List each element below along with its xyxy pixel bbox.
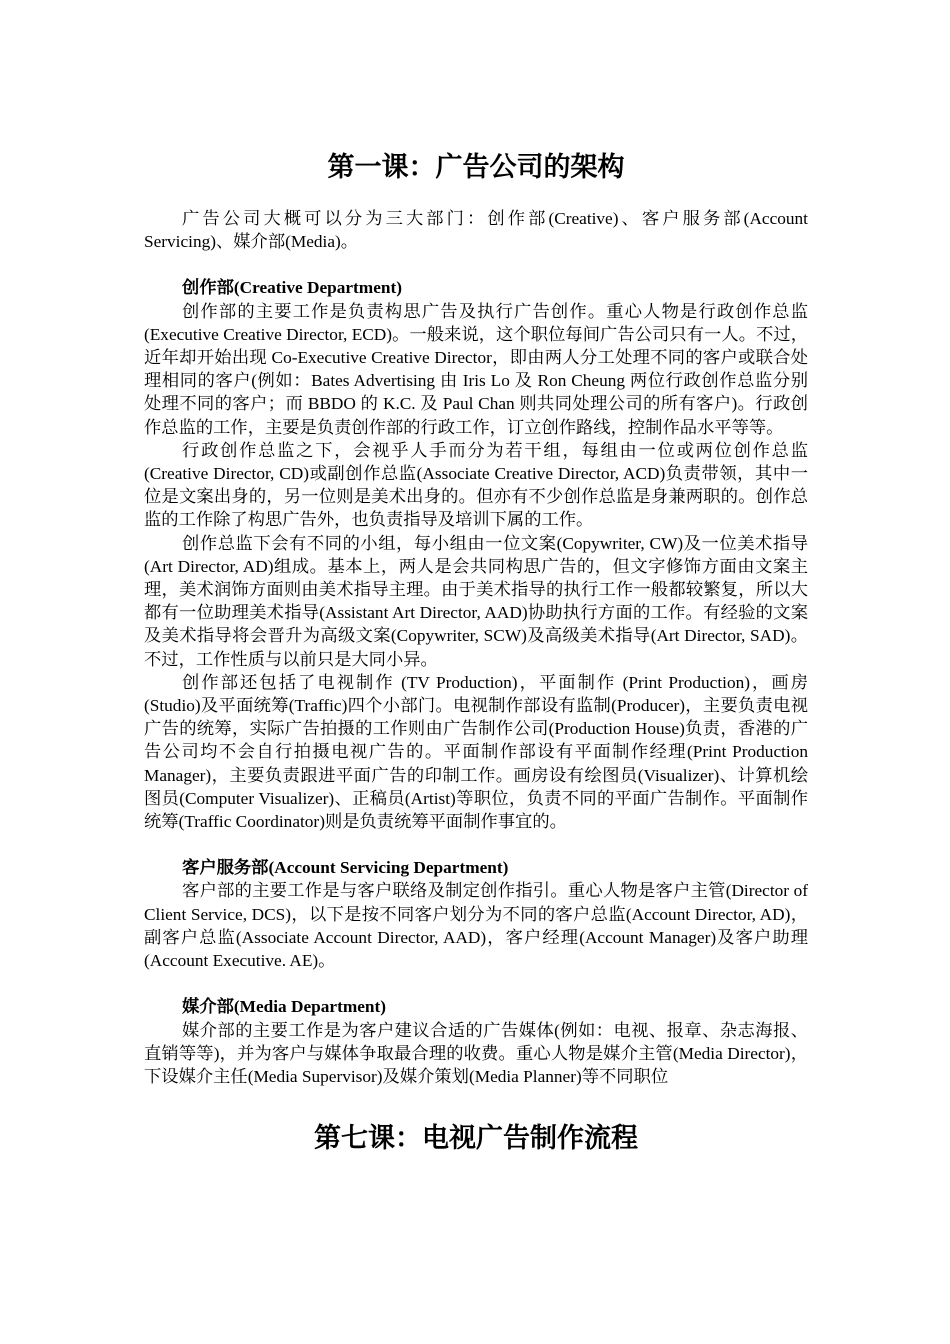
media-paragraph: 媒介部的主要工作是为客户建议合适的广告媒体(例如：电视、报章、杂志海报、直销等等)，并为客户与媒体争取最合理的收费。重心人物是媒介主管(Media Director)，下设媒介主任(Media Supervisor)及媒介策划(Media Planner)等不同职位	[144, 1020, 808, 1086]
account-heading: 客户服务部(Account Servicing Department)	[182, 858, 509, 878]
spacer	[144, 972, 808, 995]
media-heading: 媒介部(Media Department)	[182, 997, 387, 1017]
document-body	[144, 147, 808, 1178]
creative-paragraph: 行政创作总监之下，会视乎人手而分为若干组，每组由一位或两位创作总监(Creative Director, CD)或副创作总监(Associate Creative Director, ACD)负责带领，其中一位是文案出身的，另一位则是美术出身的。但亦有不少创作总监是身兼两职的。创作总监的工作除了构思广告外，也负责指导及培训下属的工作。	[144, 440, 808, 530]
creative-paragraph: 创作部还包括了电视制作 (TV Production)，平面制作 (Print Production)，画房(Studio)及平面统筹(Traffic)四个小部门。电视制作部设有监制(Producer)，主要负责电视广告的统筹，实际广告拍摄的工作则由广告制作公司(Production House)负责，香港的广告公司均不会自行拍摄电视广告的。平面制作部设有平面制作经理(Print Production Manager)，主要负责跟进平面广告的印制工作。画房设有绘图员(Visualizer)、计算机绘图员(Computer Visualizer)、正稿员(Artist)等职位，负责不同的平面广告制作。平面制作统筹(Traffic Coordinator)则是负责统筹平面制作事宜的。	[144, 672, 808, 832]
intro-paragraph: 广告公司大概可以分为三大部门：创作部(Creative)、客户服务部(Account Servicing)、媒介部(Media)。	[144, 209, 808, 252]
account-paragraph: 客户部的主要工作是与客户联络及制定创作指引。重心人物是客户主管(Director of Client Service, DCS)，以下是按不同客户划分为不同的客户总监(Account Director, AD)，副客户总监(Associate Account Director, AAD)，客户经理(Account Manager)及客户助理(Account Executive. AE)。	[144, 881, 808, 971]
creative-paragraph: 创作部的主要工作是负责构思广告及执行广告创作。重心人物是行政创作总监(Executive Creative Director, ECD)。一般来说，这个职位每间广告公司只有一人。不过，近年却开始出现 Co-Executive Creative Director，即由两人分工处理不同的客户或联合处理相同的客户(例如：Bates Advertising 由 Iris Lo 及 Ron Cheung 两位行政创作总监分别处理不同的客户；而 BBDO 的 K.C. 及 Paul Chan 则共同处理公司的所有客户)。行政创作总监的工作，主要是负责创作部的行政工作，订立创作路线，控制作品水平等等。	[144, 301, 808, 437]
creative-paragraph: 创作总监下会有不同的小组，每小组由一位文案(Copywriter, CW)及一位美术指导(Art Director, AD)组成。基本上，两人是会共同构思广告的，但文字修饰方面由文案主理，美术润饰方面则由美术指导主理。由于美术指导的执行工作一般都较繁复，所以大都有一位助理美术指导(Assistant Art Director, AAD)协助执行方面的工作。有经验的文案及美术指导将会晋升为高级文案(Copywriter, SCW)及高级美术指导(Art Director, SAD)。不过，工作性质与以前只是大同小异。	[144, 533, 808, 669]
creative-heading: 创作部(Creative Department)	[182, 278, 402, 298]
spacer	[144, 833, 808, 856]
lesson1-title: 第一课：广告公司的架构	[327, 152, 625, 182]
spacer	[144, 253, 808, 276]
lesson7-title: 第七课：电视广告制作流程	[314, 1123, 638, 1154]
